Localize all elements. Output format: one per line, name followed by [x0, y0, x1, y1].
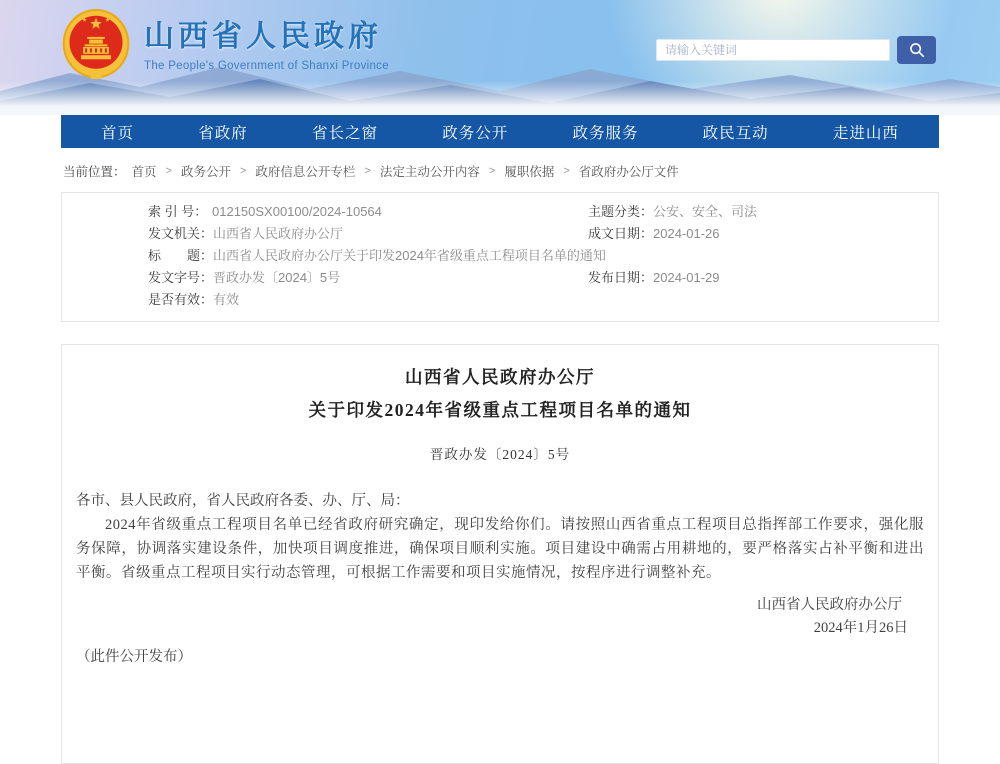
national-emblem-logo: [62, 8, 130, 82]
breadcrumb-separator: >: [165, 165, 172, 177]
nav-item-provincial-government[interactable]: 省政府: [198, 124, 248, 142]
breadcrumb-item-duty-basis[interactable]: 履职依据: [504, 165, 555, 179]
breadcrumb-separator: >: [563, 165, 570, 177]
meta-label-empty: [588, 289, 652, 311]
breadcrumb: [61, 148, 939, 192]
meta-label-index-number: 索 引 号：: [148, 204, 208, 219]
meta-value-topic-category: 公安、安全、司法: [653, 204, 758, 219]
nav-item-into-shanxi[interactable]: 走进山西: [832, 124, 899, 142]
breadcrumb-separator: >: [239, 165, 247, 177]
meta-label-doc-number: 发文字号：: [148, 270, 214, 285]
meta-value-validity: 有效: [213, 292, 240, 307]
main-nav: [61, 115, 939, 148]
meta-value-title: 山西省人民政府办公厅关于印发2024年省级重点工程项目名单的通知: [213, 248, 606, 263]
nav-item-government-affairs[interactable]: 政务公开: [442, 124, 509, 142]
meta-value-issuing-agency: 山西省人民政府办公厅: [213, 226, 344, 241]
meta-row: [62, 267, 938, 289]
meta-value-doc-number: 晋政办发〔2024〕5号: [213, 270, 341, 285]
document-number: 晋政办发〔2024〕5号: [429, 447, 571, 462]
meta-row: [62, 245, 938, 267]
meta-label-topic-category: 主题分类：: [588, 204, 654, 219]
meta-value-index-number: 012150SX00100/2024-10564: [212, 204, 382, 219]
meta-label-empty: [606, 245, 670, 267]
search-input[interactable]: [656, 39, 890, 61]
search-icon: [908, 41, 926, 59]
document-salutation: 各市、县人民政府，省人民政府各委、办、厅、局：: [76, 493, 410, 509]
breadcrumb-item-office-documents[interactable]: 省政府办公厅文件: [578, 165, 679, 179]
meta-label-written-date: 成文日期：: [588, 226, 654, 241]
nav-item-governor-window[interactable]: 省长之窗: [311, 124, 378, 142]
breadcrumb-item-home[interactable]: 首页: [131, 165, 157, 179]
site-title: 山西省人民政府: [144, 20, 382, 53]
nav-item-government-services[interactable]: 政务服务: [572, 124, 639, 142]
document-title-line1: 山西省人民政府办公厅: [405, 367, 595, 387]
document-sign-date: 2024年1月26日: [813, 620, 908, 636]
document-meta-box: [61, 192, 939, 322]
search-button[interactable]: [897, 36, 936, 64]
site-subtitle: The People's Government of Shanxi Province: [144, 60, 389, 72]
cloud-mist-overlay: [0, 81, 1000, 115]
search-area: [656, 36, 936, 64]
document-footnote: （此件公开发布）: [76, 649, 192, 665]
site-identity: [62, 8, 389, 82]
document-paragraph: 2024年省级重点工程项目名单已经省政府研究确定，现印发给你们。请按照山西省重点工程项目总指挥部工作要求，强化服务保障，协调落实建设条件，加快项目调度推进，确保项目顺利实施。项目建设中确需占用耕地的，要严格落实占补平衡和进出平衡。省级重点工程项目实行动态管理，可根据工作需要和项目实施情况，按程序进行调整补充。: [76, 517, 924, 581]
document-title-line2: 关于印发2024年省级重点工程项目名单的通知: [308, 400, 692, 420]
breadcrumb-prefix: 当前位置：: [63, 165, 126, 179]
header-banner: [0, 0, 1000, 115]
meta-label-publish-date: 发布日期：: [588, 270, 654, 285]
breadcrumb-item-info-disclosure-column[interactable]: 政府信息公开专栏: [255, 165, 356, 179]
meta-label-validity: 是否有效：: [148, 292, 214, 307]
meta-row: [62, 201, 938, 223]
breadcrumb-separator: >: [488, 165, 496, 177]
meta-row: [62, 223, 938, 245]
meta-row: [62, 289, 938, 311]
meta-value-written-date: 2024-01-26: [653, 226, 720, 241]
document-signer: 山西省人民政府办公厅: [757, 597, 902, 613]
meta-label-title: 标 题：: [148, 248, 214, 263]
document-content-box: [61, 344, 939, 764]
breadcrumb-separator: >: [364, 165, 371, 177]
meta-label-issuing-agency: 发文机关：: [148, 226, 214, 241]
nav-item-public-interaction[interactable]: 政民互动: [702, 124, 769, 142]
nav-item-home[interactable]: 首页: [101, 124, 135, 142]
breadcrumb-item-gov-affairs[interactable]: 政务公开: [180, 165, 231, 179]
meta-value-publish-date: 2024-01-29: [653, 270, 720, 285]
breadcrumb-item-statutory-disclosure[interactable]: 法定主动公开内容: [379, 165, 480, 179]
